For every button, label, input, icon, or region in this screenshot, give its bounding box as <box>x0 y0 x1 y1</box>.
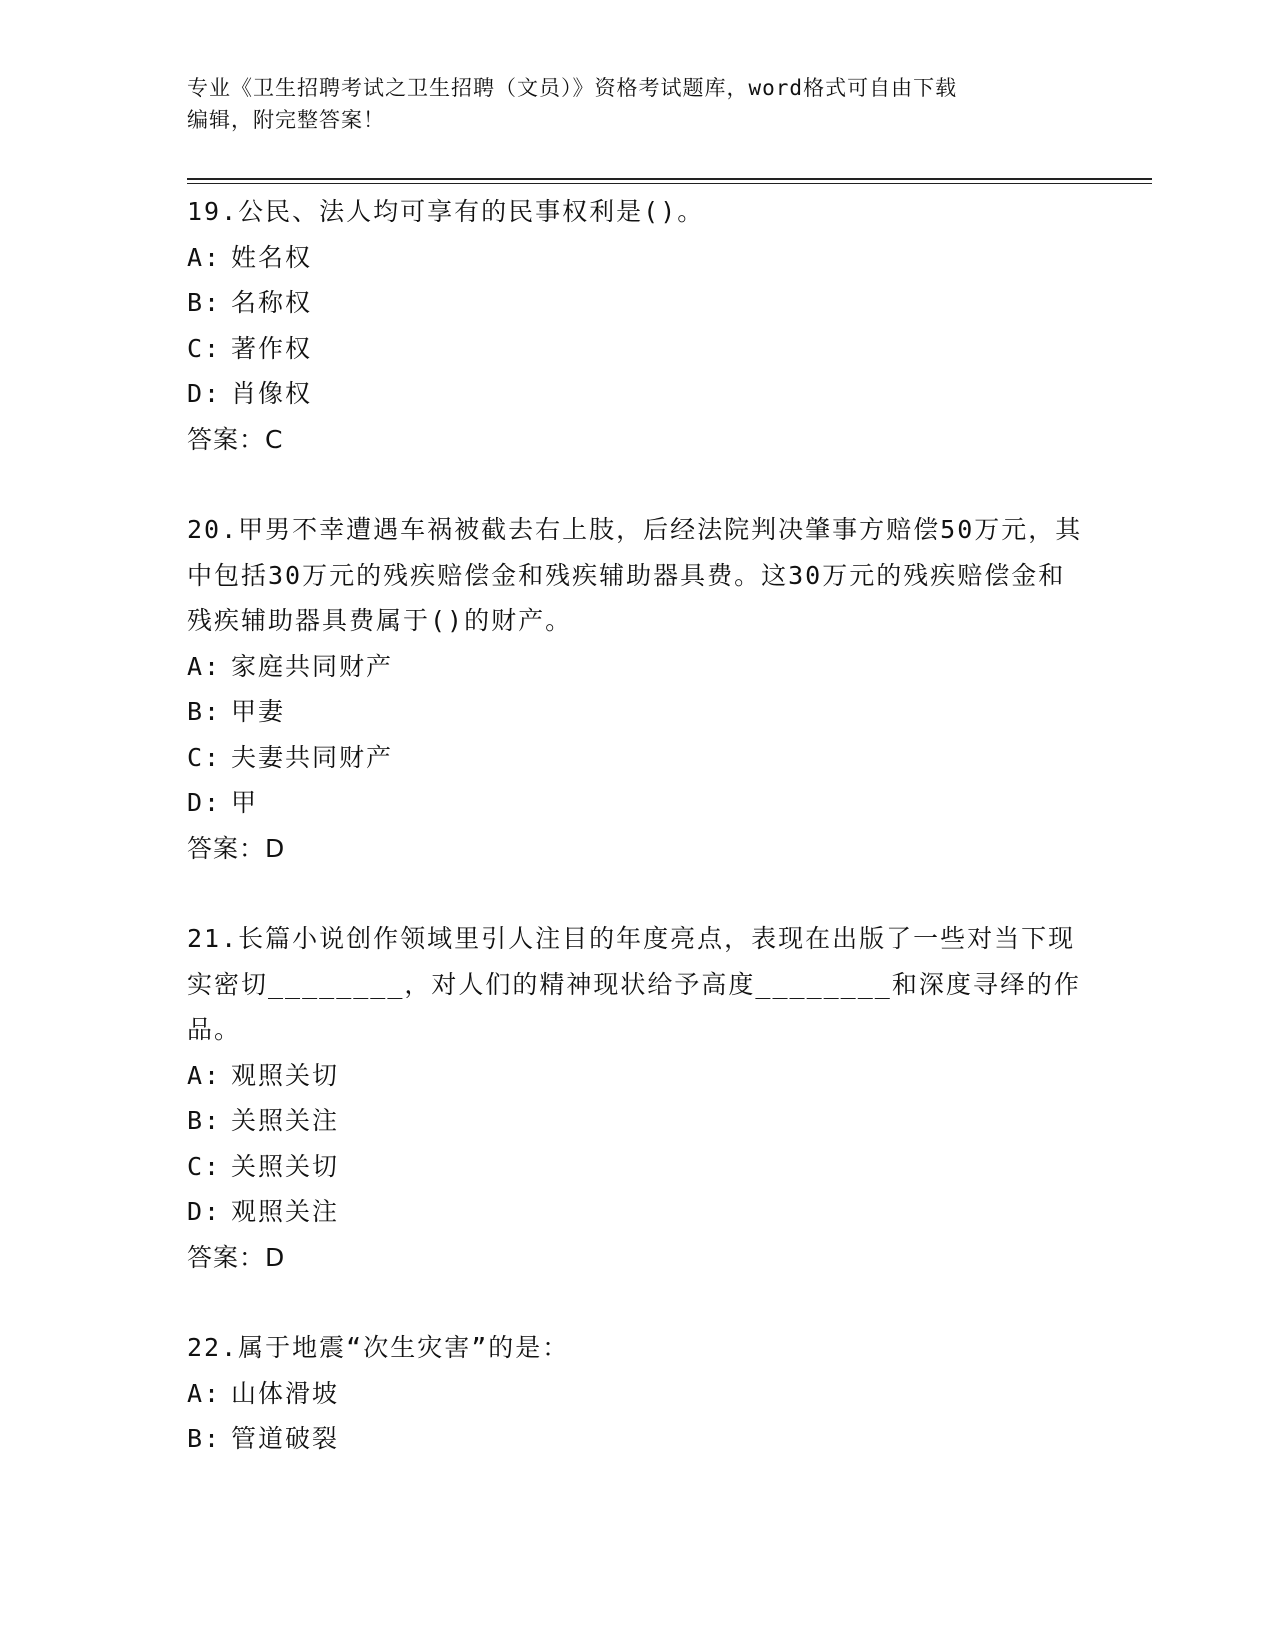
option-text: 姓名权 <box>231 242 313 272</box>
option-letter: A: <box>187 651 222 681</box>
question-spacer <box>187 462 1087 507</box>
option-text: 甲妻 <box>231 697 286 726</box>
answer-line: 答案：C <box>187 424 284 454</box>
option-b <box>187 1098 1087 1144</box>
option-text: 著作权 <box>231 333 313 363</box>
option-letter: B: <box>187 697 222 726</box>
document-header <box>187 72 1067 136</box>
option-letter: A: <box>187 242 222 272</box>
option-text: 肖像权 <box>231 379 313 408</box>
option-d <box>187 371 1087 417</box>
header-divider-thick <box>187 178 1152 180</box>
option-c <box>187 735 1087 781</box>
option-letter: B: <box>187 288 222 317</box>
option-letter: D: <box>187 1197 222 1226</box>
option-b <box>187 1416 1087 1462</box>
option-text: 家庭共同财产 <box>231 651 394 681</box>
option-letter: D: <box>187 379 222 408</box>
option-letter: A: <box>187 1378 222 1408</box>
question-spacer <box>187 871 1087 916</box>
option-b <box>187 280 1087 326</box>
option-text: 管道破裂 <box>231 1424 340 1453</box>
option-letter: C: <box>187 1151 222 1181</box>
option-text: 关照关切 <box>231 1151 340 1181</box>
option-letter: B: <box>187 1424 222 1453</box>
question-stem: 20.甲男不幸遭遇车祸被截去右上肢，后经法院判决肇事方赔偿50万元，其中包括30万元的残疾赔偿金和残疾辅助器具费。这30万元的残疾赔偿金和残疾辅助器具费属于()的财产。 <box>187 515 1083 635</box>
option-a <box>187 1053 1087 1099</box>
option-letter: A: <box>187 1060 222 1090</box>
header-line-1: 专业《卫生招聘考试之卫生招聘（文员）》资格考试题库，word格式可自由下载 <box>187 76 958 100</box>
option-c <box>187 1144 1087 1190</box>
answer-line: 答案：D <box>187 833 286 863</box>
option-text: 观照关注 <box>231 1197 340 1226</box>
option-text: 名称权 <box>231 288 313 317</box>
question-22 <box>187 1325 1087 1462</box>
option-b <box>187 689 1087 735</box>
option-letter: C: <box>187 742 222 772</box>
question-stem: 21.长篇小说创作领域里引人注目的年度亮点，表现在出版了一些对当下现实密切________，对人们的精神现状给予高度________和深度寻绎的作品。 <box>187 924 1081 1044</box>
question-20 <box>187 507 1087 871</box>
option-text: 甲 <box>231 788 259 817</box>
option-a <box>187 235 1087 281</box>
question-spacer <box>187 1280 1087 1325</box>
option-a <box>187 644 1087 690</box>
option-c <box>187 326 1087 372</box>
option-d <box>187 1189 1087 1235</box>
option-text: 夫妻共同财产 <box>231 742 394 772</box>
option-a <box>187 1371 1087 1417</box>
question-19 <box>187 189 1087 462</box>
option-letter: B: <box>187 1106 222 1135</box>
option-letter: C: <box>187 333 222 363</box>
question-list <box>187 189 1087 1462</box>
question-stem: 19.公民、法人均可享有的民事权利是()。 <box>187 197 705 226</box>
header-divider-thin <box>187 183 1152 184</box>
header-line-2: 编辑，附完整答案！ <box>187 108 385 132</box>
option-text: 山体滑坡 <box>231 1378 340 1408</box>
option-text: 关照关注 <box>231 1106 340 1135</box>
option-letter: D: <box>187 788 222 817</box>
question-stem: 22.属于地震“次生灾害”的是： <box>187 1333 570 1362</box>
answer-line: 答案：D <box>187 1242 286 1272</box>
option-d <box>187 780 1087 826</box>
option-text: 观照关切 <box>231 1060 340 1090</box>
question-21 <box>187 916 1087 1280</box>
